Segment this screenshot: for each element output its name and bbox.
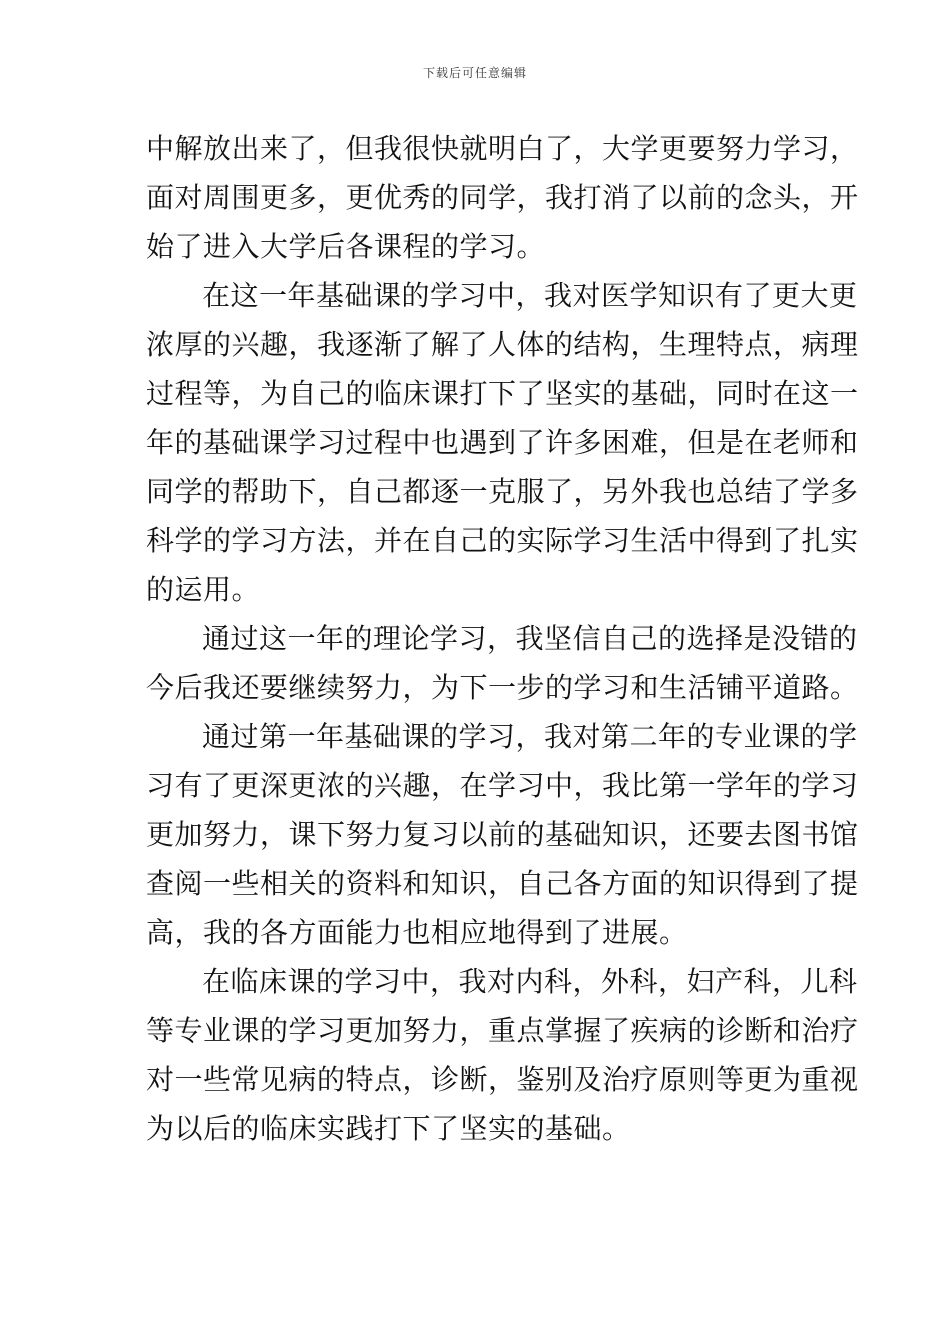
text-line: 科学的学习方法，并在自己的实际学习生活中得到了扎实 (146, 524, 859, 557)
text-line: 更加努力，课下努力复习以前的基础知识，还要去图书馆 (146, 818, 859, 851)
text-line: 等专业课的学习更加努力，重点掌握了疾病的诊断和治疗 (146, 1014, 859, 1047)
text-line: 对一些常见病的特点，诊断，鉴别及治疗原则等更为重视 (146, 1063, 859, 1096)
text-line: 为以后的临床实践打下了坚实的基础。 (146, 1112, 631, 1145)
text-line: 过程等，为自己的临床课打下了坚实的基础，同时在这一 (146, 377, 859, 410)
text-line: 中解放出来了，但我很快就明白了，大学更要努力学习， (146, 132, 859, 165)
paragraph (146, 957, 859, 1153)
page-header: 下载后可任意编辑 (422, 66, 527, 80)
text-line: 在这一年基础课的学习中，我对医学知识有了更大更 (202, 279, 858, 312)
text-line: 始了进入大学后各课程的学习。 (146, 230, 546, 263)
text-line: 同学的帮助下，自己都逐一克服了，另外我也总结了学多 (146, 475, 859, 508)
paragraph (146, 614, 859, 712)
text-line: 浓厚的兴趣，我逐渐了解了人体的结构，生理特点，病理 (146, 328, 859, 361)
text-line: 在临床课的学习中，我对内科，外科，妇产科，儿科 (202, 965, 858, 998)
body-text (146, 124, 859, 1153)
paragraph (146, 271, 859, 614)
text-line: 习有了更深更浓的兴趣，在学习中，我比第一学年的学习 (146, 769, 859, 802)
text-line: 的运用。 (146, 573, 261, 606)
paragraph (146, 712, 859, 957)
text-line: 通过第一年基础课的学习，我对第二年的专业课的学 (202, 720, 858, 753)
text-line: 今后我还要继续努力，为下一步的学习和生活铺平道路。 (146, 671, 859, 704)
text-line: 查阅一些相关的资料和知识，自己各方面的知识得到了提 (146, 867, 859, 900)
text-line: 年的基础课学习过程中也遇到了许多困难，但是在老师和 (146, 426, 859, 459)
paragraph (146, 124, 859, 271)
text-line: 高，我的各方面能力也相应地得到了进展。 (146, 916, 688, 949)
text-line: 通过这一年的理论学习，我坚信自己的选择是没错的 (202, 622, 858, 655)
text-line: 面对周围更多，更优秀的同学，我打消了以前的念头，开 (146, 181, 859, 214)
